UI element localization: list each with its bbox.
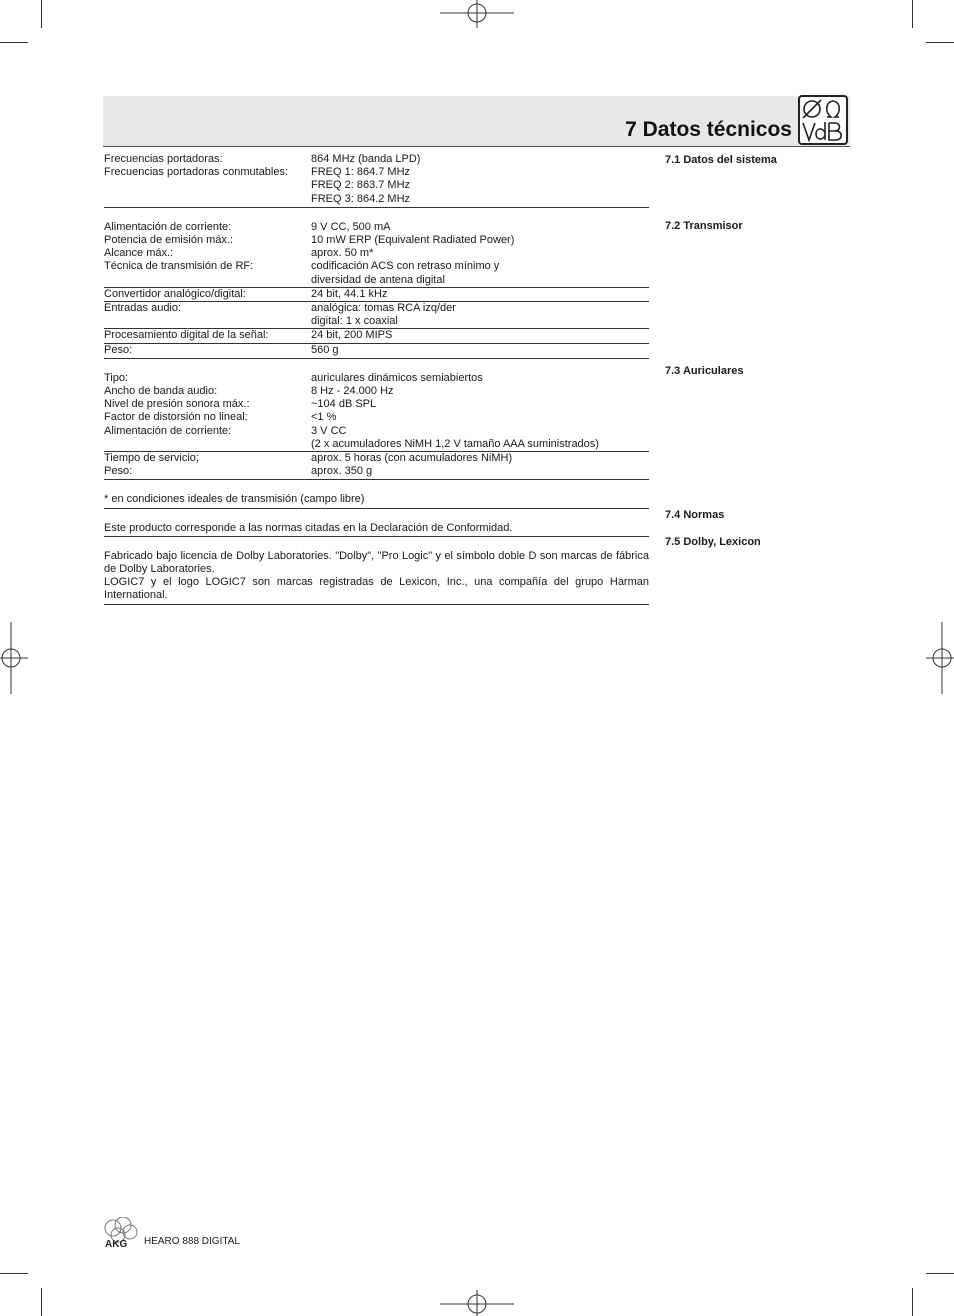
- spec-value: 3 V CC: [311, 424, 347, 437]
- spec-row: [104, 166, 649, 206]
- spec-label: Peso:: [104, 465, 133, 478]
- spec-label: Frecuencias portadoras conmutables:: [104, 166, 289, 179]
- crop-mark: [912, 0, 913, 28]
- spec-row: [104, 385, 649, 398]
- spec-label: Peso:: [104, 343, 133, 356]
- spec-label: Factor de distorsión no lineal:: [104, 411, 248, 424]
- spec-row: [104, 411, 649, 424]
- product-name: HEARO 888 DIGITAL: [144, 1236, 240, 1247]
- spec-label: Potencia de emisión máx.:: [104, 234, 234, 247]
- crop-mark: [41, 1288, 42, 1316]
- spec-value: aprox. 350 g: [311, 465, 373, 478]
- crop-mark: [912, 1288, 913, 1316]
- spec-row: [104, 302, 649, 329]
- spec-value: 24 bit, 200 MIPS: [311, 329, 393, 342]
- akg-logo: [102, 1217, 140, 1249]
- spec-row: [104, 153, 649, 166]
- spec-label: Alimentación de corriente:: [104, 220, 232, 233]
- registration-mark-top: [440, 0, 514, 28]
- spec-value: 24 bit, 44.1 kHz: [311, 287, 388, 300]
- crop-mark: [41, 0, 42, 28]
- section-heading: 7.2 Transmisor: [665, 220, 743, 232]
- normas-block: [104, 522, 649, 537]
- header-band: [103, 96, 850, 147]
- spec-label: Alcance máx.:: [104, 247, 174, 260]
- dolby-text: Fabricado bajo licencia de Dolby Laboratories. "Dolby", "Pro Logic" y el símbolo doble D son marcas de fábrica de Dolby Laboratories.: [104, 549, 649, 576]
- spec-row: [104, 247, 649, 260]
- spec-label: Convertidor analógico/digital:: [104, 287, 246, 300]
- spec-section-system: [104, 153, 649, 208]
- spec-section-transmitter: [104, 221, 649, 359]
- spec-row: [104, 452, 649, 465]
- spec-row: [104, 425, 649, 452]
- footnote: * en condiciones ideales de transmisión (campo libre): [104, 493, 365, 506]
- spec-value: aprox. 50 m*: [311, 247, 374, 260]
- spec-value: 864 MHz (banda LPD): [311, 153, 421, 165]
- registration-mark-left: [0, 622, 28, 694]
- lexicon-text: LOGIC7 y el logo LOGIC7 son marcas registradas de Lexicon, Inc., una compañía del grupo Harman International.: [104, 576, 649, 602]
- crop-mark: [0, 42, 28, 43]
- spec-label: Nivel de presión sonora máx.:: [104, 398, 250, 411]
- spec-label: Tipo:: [104, 371, 129, 384]
- spec-value: digital: 1 x coaxial: [311, 315, 398, 328]
- spec-label: Alimentación de corriente:: [104, 424, 232, 437]
- spec-value: aprox. 5 horas (con acumuladores NiMH): [311, 452, 513, 465]
- spec-value: 10 mW ERP (Equivalent Radiated Power): [311, 234, 515, 247]
- spec-section-headphones: [104, 372, 649, 481]
- spec-label: Frecuencias portadoras:: [104, 153, 223, 165]
- spec-value: auriculares dinámicos semiabiertos: [311, 371, 483, 384]
- spec-row: [104, 260, 649, 287]
- spec-value: 560 g: [311, 343, 339, 356]
- spec-row: [104, 288, 649, 302]
- spec-value: 8 Hz - 24.000 Hz: [311, 385, 394, 398]
- ohm-vdb-icon: [800, 97, 846, 143]
- spec-label: Procesamiento digital de la señal:: [104, 329, 269, 342]
- akg-logo-text: AKG: [105, 1239, 128, 1249]
- spec-value: (2 x acumuladores NiMH 1,2 V tamaño AAA suministrados): [311, 437, 599, 450]
- spec-row: [104, 234, 649, 247]
- crop-mark: [926, 42, 954, 43]
- spec-value: codificación ACS con retraso mínimo y: [311, 260, 500, 273]
- spec-row: [104, 372, 649, 385]
- section-heading: 7.5 Dolby, Lexicon: [665, 536, 761, 548]
- registration-mark-bottom: [440, 1290, 514, 1316]
- page-title: 7 Datos técnicos: [625, 118, 792, 141]
- spec-row: [104, 221, 649, 234]
- normas-text: Este producto corresponde a las normas citadas en la Declaración de Conformidad.: [104, 521, 513, 534]
- ohm-vdb-logo: [798, 95, 848, 145]
- spec-row: [104, 398, 649, 411]
- section-heading: 7.1 Datos del sistema: [665, 154, 777, 166]
- spec-row: [104, 329, 649, 343]
- footnote-block: [104, 493, 649, 508]
- spec-value: 9 V CC, 500 mA: [311, 220, 391, 233]
- spec-value: ~104 dB SPL: [311, 398, 377, 411]
- registration-mark-right: [926, 622, 954, 694]
- spec-row: [104, 465, 649, 478]
- spec-value: diversidad de antena digital: [311, 273, 445, 286]
- section-heading: 7.3 Auriculares: [665, 365, 744, 377]
- spec-label: Tiempo de servicio;: [104, 452, 199, 465]
- spec-row: [104, 344, 649, 357]
- spec-value: FREQ 1: 864.7 MHz: [311, 166, 411, 179]
- spec-label: Entradas audio:: [104, 302, 182, 315]
- spec-value: <1 %: [311, 411, 337, 424]
- spec-area: [104, 153, 649, 618]
- spec-label: Ancho de banda audio:: [104, 385, 218, 398]
- crop-mark: [0, 1273, 28, 1274]
- spec-value: analógica: tomas RCA izq/der: [311, 302, 456, 315]
- crop-mark: [926, 1273, 954, 1274]
- spec-label: Técnica de transmisión de RF:: [104, 260, 254, 273]
- spec-value: FREQ 2: 863.7 MHz: [311, 179, 411, 192]
- spec-value: FREQ 3: 864.2 MHz: [311, 192, 411, 205]
- section-heading: 7.4 Normas: [665, 509, 725, 521]
- dolby-block: [104, 550, 649, 605]
